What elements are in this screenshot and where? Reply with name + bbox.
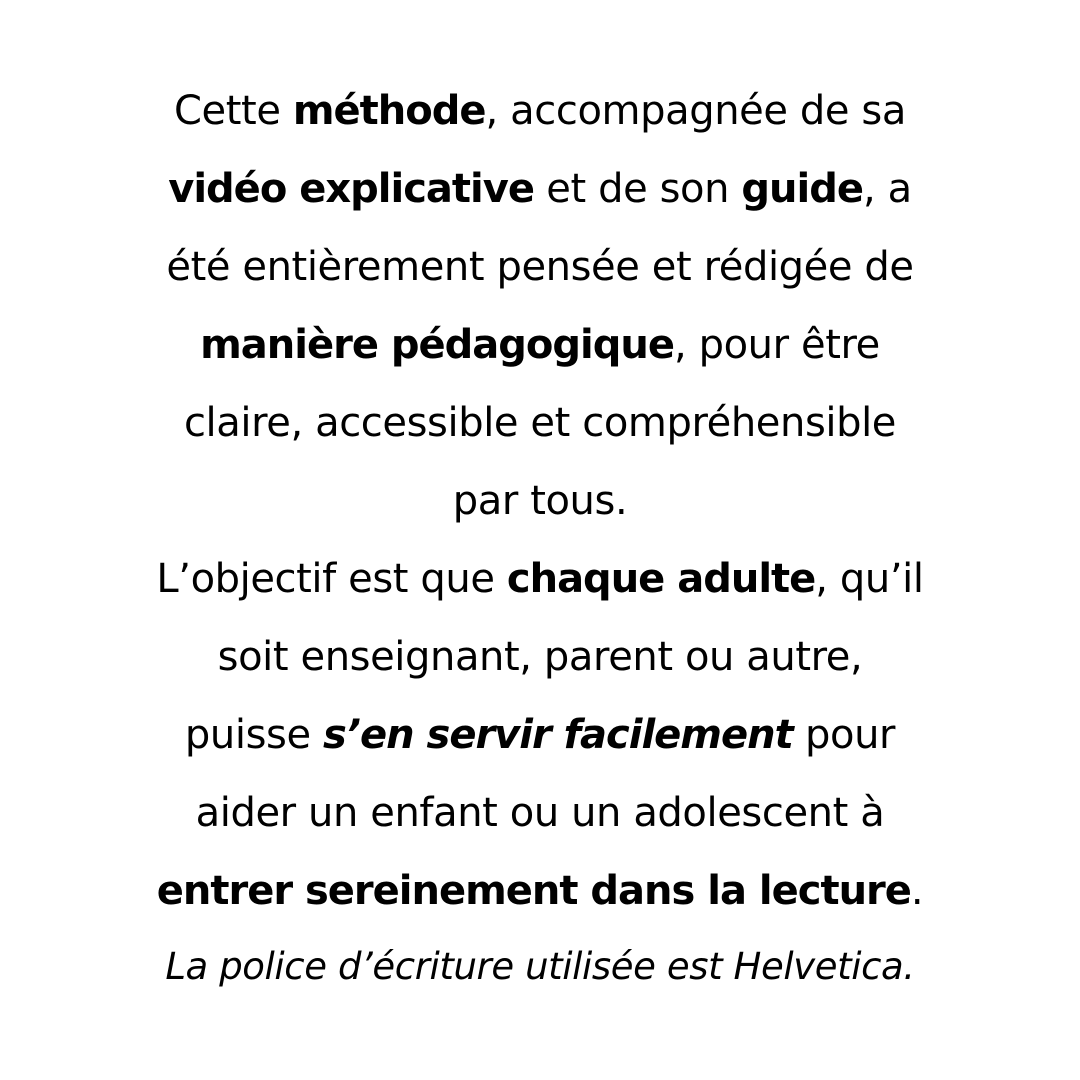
emphasis-pedagogique: manière pédagogique <box>200 322 674 368</box>
text-line <box>60 72 1020 150</box>
emphasis-lecture: entrer sereinement dans la lecture <box>156 868 911 914</box>
text-line <box>60 306 1020 384</box>
text-run: , qu’il <box>815 556 924 602</box>
text-run: soit enseignant, parent ou autre, <box>217 634 863 680</box>
text-line <box>60 618 1020 696</box>
emphasis-video: vidéo explicative <box>168 166 534 212</box>
text-run: été entièrement pensée et rédigée de <box>166 244 914 290</box>
emphasis-sen-servir: s’en servir facilement <box>322 712 793 758</box>
text-line <box>60 228 1020 306</box>
text-run: puisse <box>184 712 323 758</box>
font-note <box>60 930 1020 1004</box>
text-line <box>60 150 1020 228</box>
text-run: , pour être <box>673 322 880 368</box>
text-run: . <box>910 868 924 914</box>
text-line <box>60 696 1020 774</box>
text-line <box>60 774 1020 852</box>
text-line <box>60 852 1020 930</box>
text-line <box>60 540 1020 618</box>
text-run: par tous. <box>452 478 628 524</box>
text-run: Cette <box>174 88 293 134</box>
text-block <box>60 72 1020 1004</box>
text-run: claire, accessible et compréhensible <box>183 400 897 446</box>
text-run: et de son <box>533 166 742 212</box>
text-run: aider un enfant ou un adolescent à <box>195 790 885 836</box>
font-note-text: La police d’écriture utilisée est Helvetica. <box>165 945 915 988</box>
text-run: pour <box>792 712 896 758</box>
emphasis-methode: méthode <box>292 88 486 134</box>
text-run: , accompagnée de sa <box>485 88 906 134</box>
text-run: , a <box>862 166 912 212</box>
text-line <box>60 384 1020 462</box>
text-run: L’objectif est que <box>156 556 507 602</box>
text-line <box>60 462 1020 540</box>
emphasis-guide: guide <box>741 166 863 212</box>
emphasis-chaque-adulte: chaque adulte <box>506 556 816 602</box>
